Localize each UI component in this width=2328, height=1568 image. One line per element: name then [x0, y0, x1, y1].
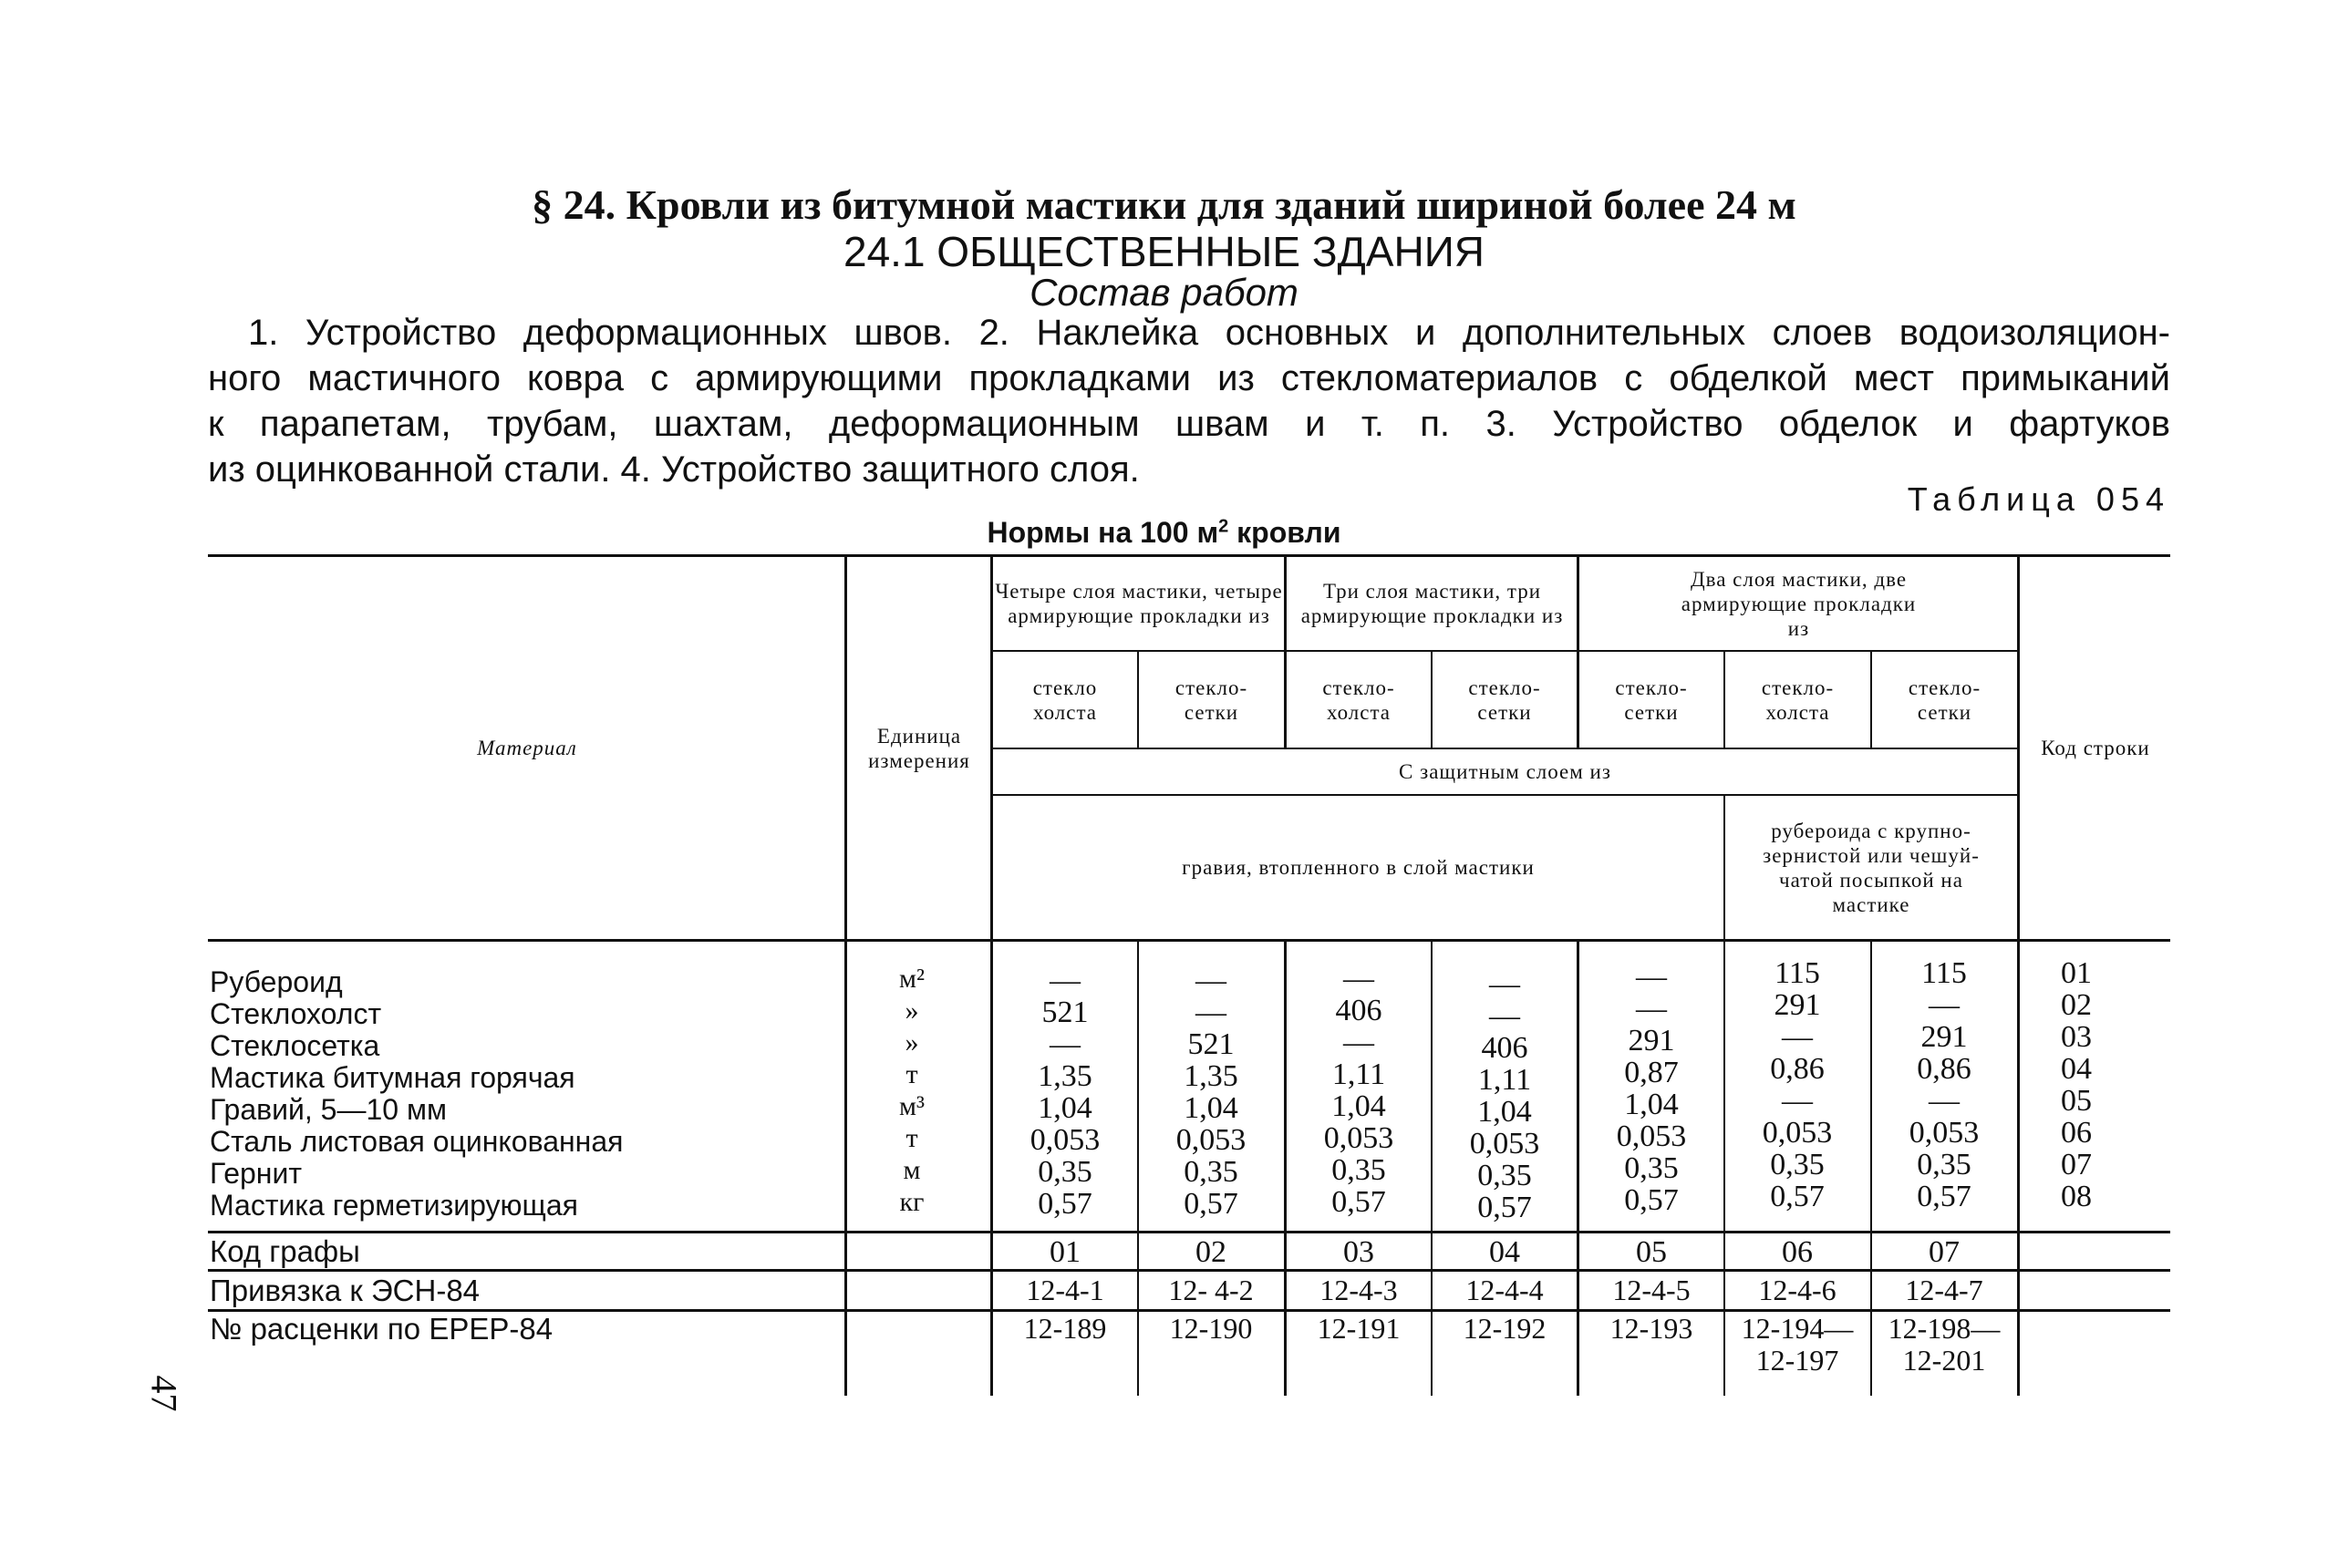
value-cell: 0,053 — [1323, 1121, 1394, 1155]
row-code: 08 — [2061, 1180, 2092, 1213]
column-code-cell: 02 — [1195, 1235, 1226, 1269]
material-name: Стеклосетка — [210, 1029, 380, 1062]
binding-cell: 12- 4-2 — [1168, 1274, 1254, 1306]
material-name: Стеклохолст — [210, 997, 382, 1030]
row-code: 05 — [2061, 1084, 2092, 1118]
binding-label: Привязка к ЭСН-84 — [210, 1274, 481, 1307]
value-cell: 406 — [1335, 994, 1382, 1027]
value-cell: — — [1195, 995, 1226, 1029]
value-cell: — — [1929, 988, 1960, 1022]
material-unit: » — [905, 995, 919, 1026]
header-ruberoid: рубероида с крупно-зернистой или чешуй-чатой посыпкой на мастике — [1763, 819, 1980, 916]
value-cell: 0,35 — [1184, 1155, 1238, 1189]
subheader-cell: стекло-холста — [1761, 676, 1835, 724]
row-code: 03 — [2061, 1020, 2092, 1054]
value-cell: — — [1343, 1026, 1374, 1059]
material-name: Гравий, 5—10 мм — [210, 1093, 447, 1126]
header-group-two-layers: Два слоя мастики, две армирующие прокладки из — [1681, 567, 1917, 640]
row-code: 01 — [2061, 956, 2092, 990]
subheader-cell: стекло-холста — [1322, 676, 1395, 724]
values-code-divider — [2017, 555, 2020, 1396]
rate-cell: 12-190 — [1169, 1312, 1253, 1345]
value-cell: 0,57 — [1624, 1183, 1679, 1217]
value-cell: 0,053 — [1469, 1127, 1540, 1161]
material-unit: т — [905, 1059, 918, 1089]
subsection-title: 24.1 ОБЩЕСТВЕННЫЕ ЗДАНИЯ — [843, 228, 1485, 275]
work-composition-title: Состав работ — [1029, 271, 1299, 314]
value-cell: 1,04 — [1184, 1091, 1238, 1125]
material-name: Рубероид — [210, 965, 343, 998]
rate-cell: 12-193 — [1609, 1312, 1693, 1345]
group-bottom-rule — [990, 650, 2019, 652]
header-row-code: Код строки — [2041, 737, 2150, 759]
value-cell: 291 — [1920, 1020, 1968, 1054]
value-cell: 0,57 — [1038, 1187, 1092, 1221]
value-cell: — — [1782, 1084, 1813, 1118]
value-cell: 115 — [1921, 956, 1967, 990]
value-cell: 1,04 — [1038, 1091, 1092, 1125]
header-gravel: гравия, втопленного в слой мастики — [1182, 856, 1535, 879]
value-cell: 1,04 — [1477, 1095, 1532, 1129]
value-cell: 291 — [1628, 1024, 1675, 1057]
value-cell: 0,053 — [1616, 1119, 1687, 1153]
material-unit: » — [905, 1027, 919, 1057]
section-title: § 24. Кровли из битумной мастики для зданий шириной более 24 м — [532, 181, 1796, 228]
header-unit: Единица измерения — [868, 724, 970, 772]
value-cell: 0,87 — [1624, 1056, 1679, 1089]
rule-below-column-codes — [208, 1269, 2170, 1272]
value-cell: — — [1050, 964, 1081, 997]
value-cell: — — [1636, 960, 1667, 994]
header-protective-layer: С защитным слоем из — [1399, 760, 1611, 783]
value-cell: — — [1929, 1084, 1960, 1118]
value-cell: 1,11 — [1331, 1057, 1386, 1091]
value-cell: 115 — [1774, 956, 1820, 990]
binding-cell: 12-4-1 — [1026, 1274, 1104, 1306]
row-code: 07 — [2061, 1148, 2092, 1181]
rate-cell: 12-194— — [1741, 1312, 1854, 1345]
value-cell: — — [1489, 999, 1520, 1033]
material-unit: м — [903, 1155, 921, 1185]
paragraph-line: к парапетам, трубам, шахтам, деформационным швам и т. п. 3. Устройство обделок и фартуков — [208, 404, 2170, 444]
binding-cell: 12-4-4 — [1465, 1274, 1544, 1306]
column-code-cell: 05 — [1636, 1235, 1667, 1269]
material-unit: м³ — [899, 1091, 925, 1121]
material-unit-divider — [844, 555, 847, 1396]
value-cell: 1,35 — [1038, 1059, 1092, 1093]
value-cell: 0,86 — [1917, 1052, 1971, 1086]
header-group-four-layers: Четыре слоя мастики, четыре армирующие прокладки из — [995, 580, 1283, 627]
value-cell: — — [1050, 1027, 1081, 1061]
subheader-cell: стекло-сетки — [1468, 676, 1541, 724]
subheader-cell: стекло-сетки — [1908, 676, 1981, 724]
material-unit: кг — [899, 1187, 925, 1217]
rule-below-materials — [208, 1231, 2170, 1233]
value-cell: 0,35 — [1038, 1155, 1092, 1189]
value-cell: — — [1636, 992, 1667, 1026]
value-cell: 1,35 — [1184, 1059, 1238, 1093]
material-unit: т — [905, 1123, 918, 1153]
value-cell: — — [1489, 967, 1520, 1001]
rate-cell: 12-198— — [1888, 1312, 2001, 1345]
rate-cell: 12-192 — [1463, 1312, 1547, 1345]
value-cell: — — [1195, 964, 1226, 997]
value-cell: 0,86 — [1770, 1052, 1825, 1086]
value-cell: 0,35 — [1331, 1153, 1386, 1187]
value-cell: — — [1343, 962, 1374, 995]
header-material: Материал — [477, 737, 577, 759]
value-cell: 1,04 — [1331, 1089, 1386, 1123]
rate-cell-continuation: 12-197 — [1755, 1344, 1839, 1377]
column-code-cell: 06 — [1782, 1235, 1813, 1269]
row-code: 02 — [2061, 988, 2092, 1022]
column-code-cell: 01 — [1050, 1235, 1081, 1269]
material-name: Мастика герметизирующая — [210, 1189, 578, 1222]
binding-cell: 12-4-5 — [1612, 1274, 1691, 1306]
subheader-cell: стекло холста — [1032, 676, 1098, 724]
value-cell: 0,35 — [1477, 1159, 1532, 1192]
binding-cell: 12-4-3 — [1319, 1274, 1398, 1306]
rate-cell: 12-189 — [1023, 1312, 1107, 1345]
material-name: Сталь листовая оцинкованная — [210, 1125, 624, 1158]
paragraph-line: 1. Устройство деформационных швов. 2. Наклейка основных и дополнительных слоев водоизоляцион- — [248, 313, 2170, 353]
value-cell: 0,053 — [1029, 1123, 1101, 1157]
value-cell: 0,57 — [1770, 1180, 1825, 1213]
row-code: 04 — [2061, 1052, 2092, 1086]
value-cell: 0,053 — [1909, 1116, 1980, 1150]
page-number: 47 — [143, 1375, 185, 1412]
binding-cell: 12-4-6 — [1758, 1274, 1837, 1306]
rate-cell-continuation: 12-201 — [1902, 1344, 1986, 1377]
value-cell: — — [1782, 1020, 1813, 1054]
value-cell: 0,57 — [1331, 1185, 1386, 1219]
table-number: Таблица 054 — [1907, 480, 2170, 518]
table-caption — [0, 516, 2328, 550]
subheader-cell: стекло-сетки — [1615, 676, 1688, 724]
value-cell: 0,57 — [1184, 1187, 1238, 1221]
table-caption-superscript: 2 — [1218, 516, 1229, 537]
rate-cell: 12-191 — [1317, 1312, 1401, 1345]
column-code-label: Код графы — [210, 1234, 360, 1268]
header-group-three-layers: Три слоя мастики, три армирующие прокладки из — [1300, 580, 1564, 627]
value-cell: 406 — [1481, 1031, 1528, 1065]
material-unit: м² — [899, 964, 925, 994]
rate-label: № расценки по ЕРЕР-84 — [210, 1312, 554, 1346]
column-code-cell: 04 — [1489, 1235, 1520, 1269]
value-cell: 0,053 — [1762, 1116, 1833, 1150]
value-cell: 1,04 — [1624, 1088, 1679, 1121]
value-cell: 0,053 — [1175, 1123, 1247, 1157]
value-cell: 0,35 — [1770, 1148, 1825, 1181]
paragraph-line: из оцинкованной стали. 4. Устройство защитного слоя. — [208, 449, 1140, 490]
value-cell: 291 — [1774, 988, 1821, 1022]
value-cell: 521 — [1187, 1027, 1235, 1061]
material-name: Мастика битумная горячая — [210, 1061, 575, 1094]
material-name: Гернит — [210, 1157, 302, 1190]
value-cell: 0,57 — [1917, 1180, 1971, 1213]
value-cell: 0,35 — [1917, 1148, 1971, 1181]
value-cell: 521 — [1041, 995, 1089, 1029]
binding-cell: 12-4-7 — [1905, 1274, 1983, 1306]
header-bottom-rule — [208, 939, 2170, 942]
subheader-cell: стекло-сетки — [1174, 676, 1248, 724]
value-cell: 0,57 — [1477, 1191, 1532, 1224]
column-code-cell: 03 — [1343, 1235, 1374, 1269]
value-cell: 1,11 — [1477, 1063, 1532, 1097]
value-cell: 0,35 — [1624, 1151, 1679, 1185]
row-code: 06 — [2061, 1116, 2092, 1150]
column-code-cell: 07 — [1929, 1235, 1960, 1269]
paragraph-line: ного мастичного ковра с армирующими прокладками из стекломатериалов с обделкой мест примыканий — [208, 358, 2170, 398]
table-caption-prefix: Нормы на 100 м — [987, 516, 1219, 549]
table-caption-suffix: кровли — [1228, 516, 1341, 549]
